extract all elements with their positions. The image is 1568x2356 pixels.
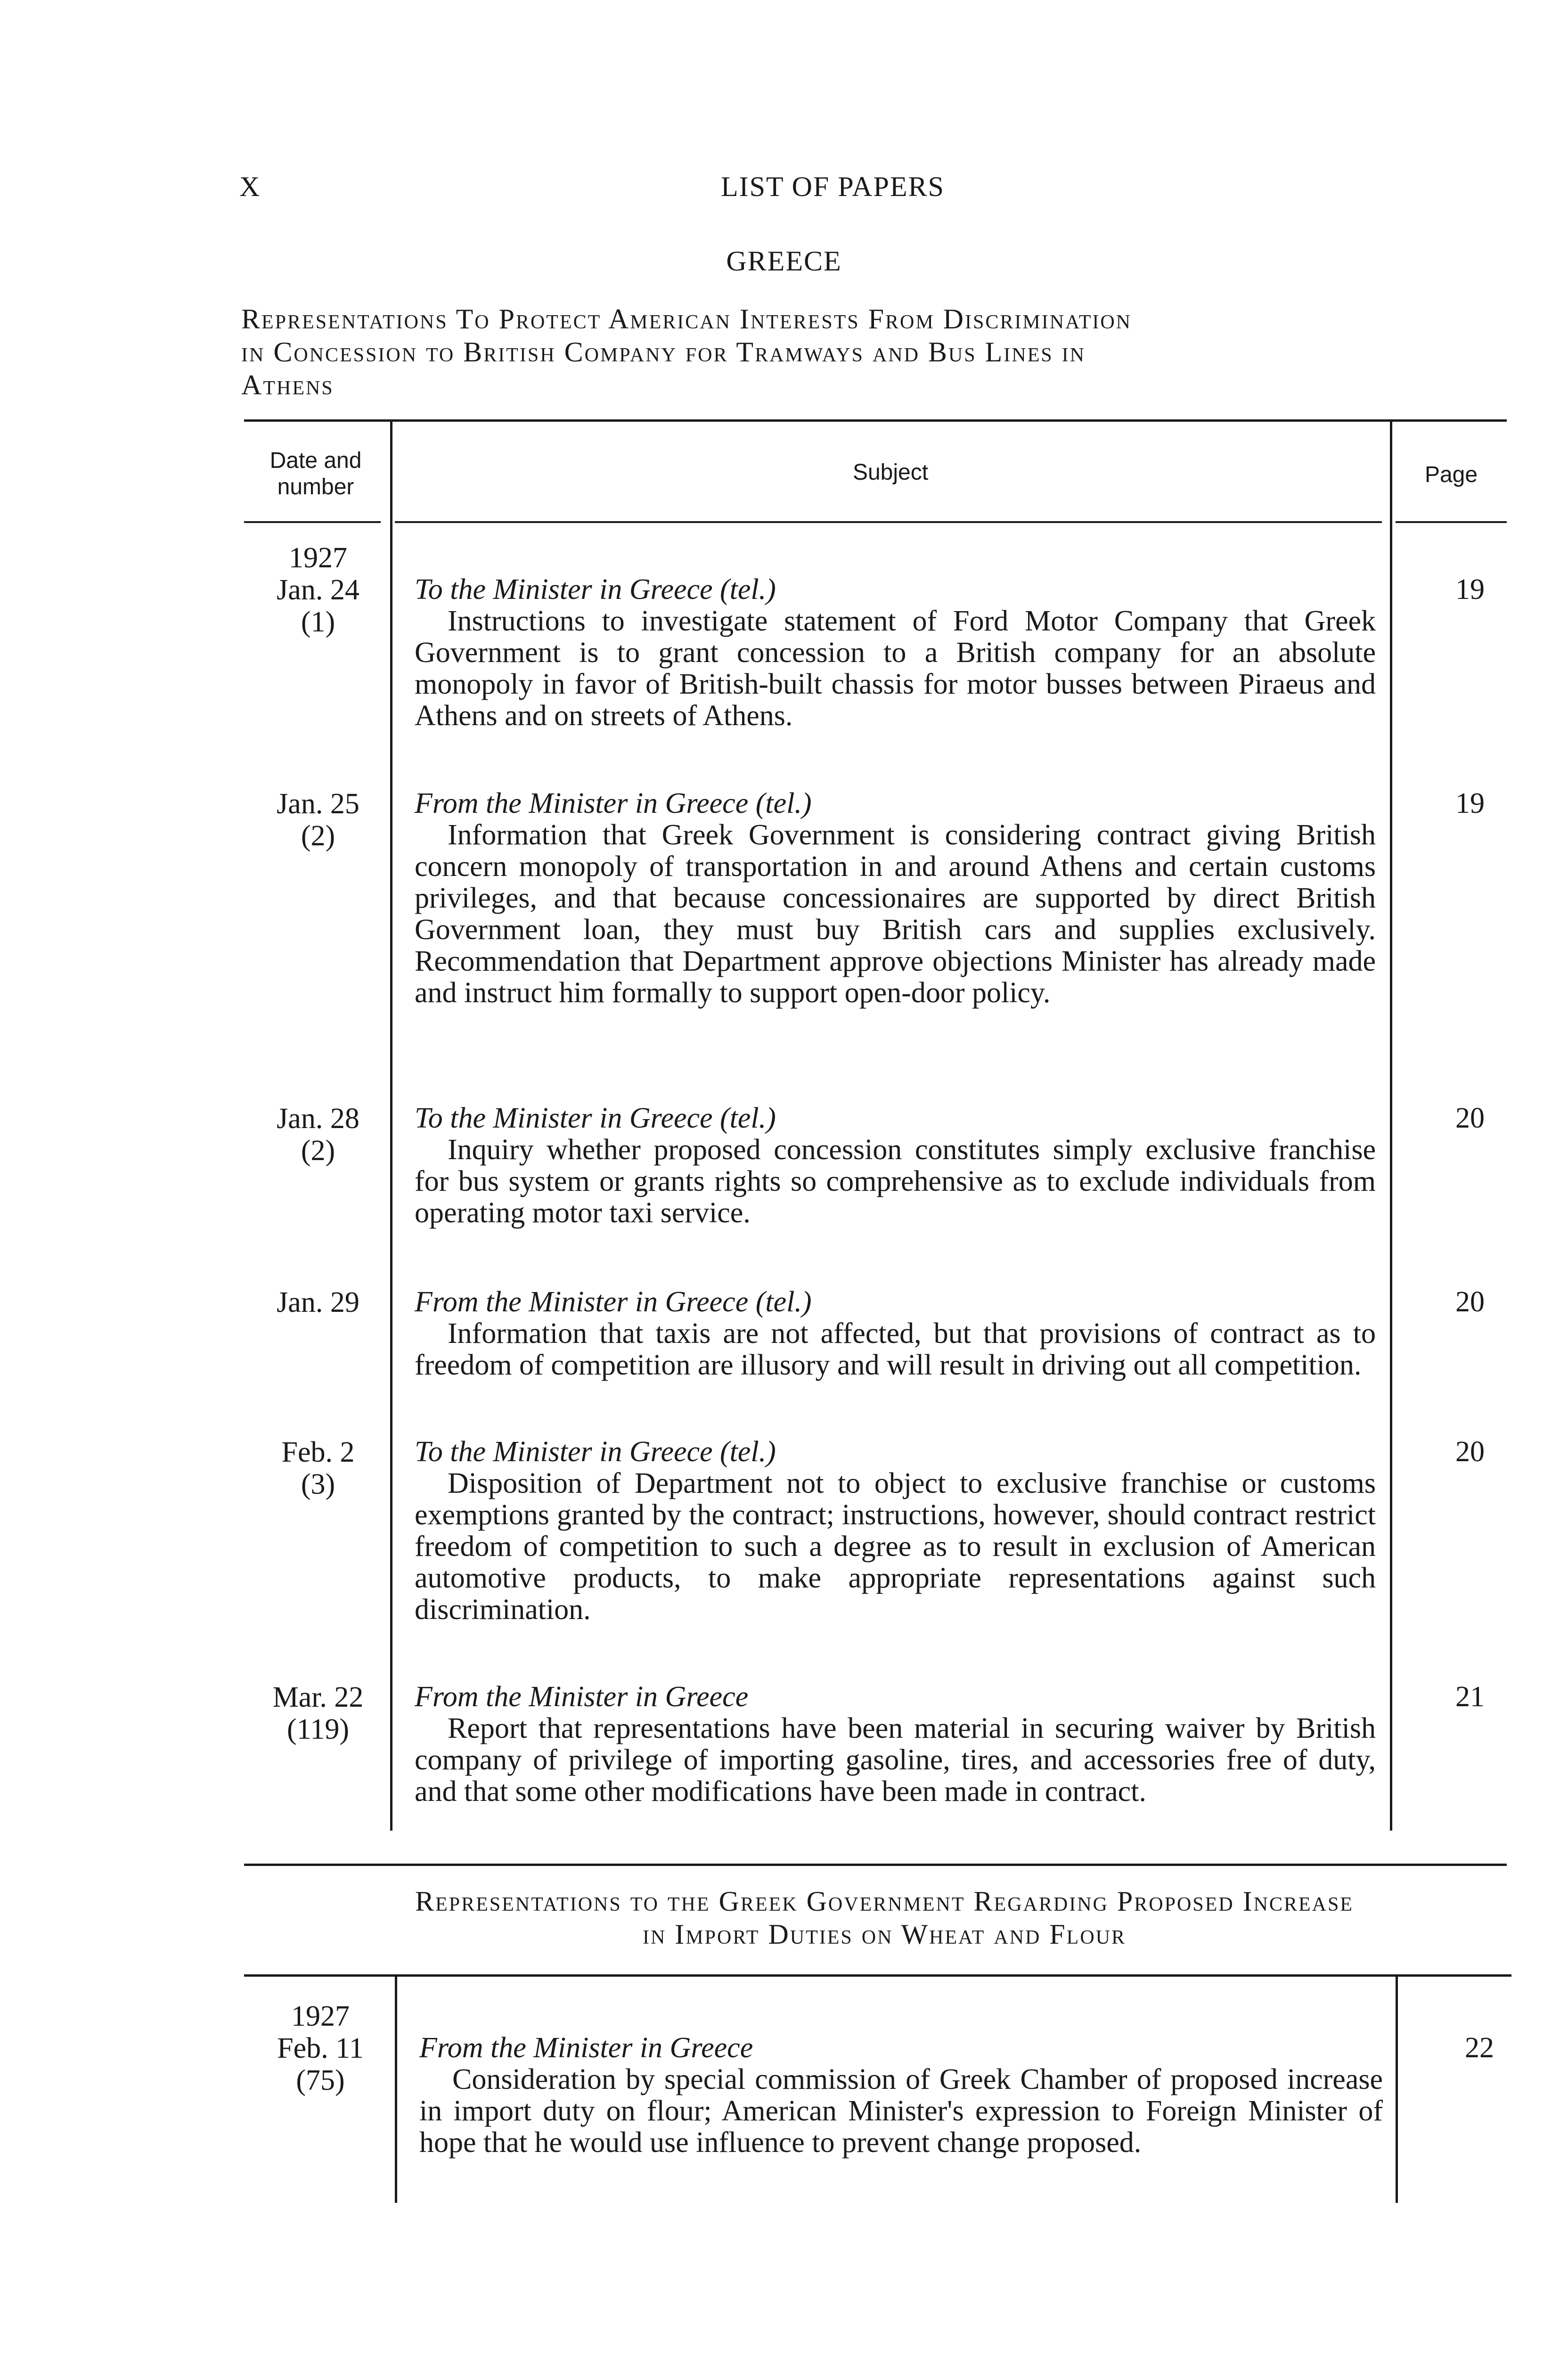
page-folio: X (239, 171, 261, 202)
entry-number: (75) (296, 2064, 345, 2096)
entry-date-cell (247, 788, 389, 852)
entry-date-cell (247, 1436, 389, 1500)
section-title-line: Athens (241, 369, 334, 401)
entry-date-cell (247, 542, 389, 638)
entry-correspondent: To the Minister in Greece (tel.) (415, 1102, 776, 1134)
entry-number: (1) (301, 606, 335, 638)
entry-description: Report that representations have been material in securing waiver by British company of privilege of importing gasoline, tires, and accessories free of duty, and that some other modifications have been made in contract. (415, 1712, 1376, 1808)
entry-number: (3) (301, 1468, 335, 1500)
entry-subject (415, 574, 1376, 732)
entry-correspondent: From the Minister in Greece (tel.) (415, 787, 812, 819)
column-divider-left (395, 1977, 397, 2203)
country-heading: GREECE (726, 245, 842, 277)
entry-number: (2) (301, 1135, 335, 1167)
entry-date: Feb. 11 (277, 2032, 364, 2064)
entry-description: Consideration by special commission of Greek Chamber of proposed increase in import duty on flour; American Minister's expression to Foreign Minister of hope that he would use influence to prevent change proposed. (419, 2063, 1383, 2159)
entry-description: Disposition of Department not to object to exclusive franchise or customs exemptions granted by the contract; instructions, however, should contract restrict freedom of competition to such a degree as to result in exclusion of American automotive products, to make appropriate representations against such discrimination. (415, 1467, 1376, 1626)
entry-date-cell (247, 1103, 389, 1167)
column-header-page: Page (1424, 462, 1478, 487)
entry-page-number: 19 (1455, 573, 1485, 605)
entry-date-cell (250, 2000, 391, 2096)
entry-year: 1927 (291, 2000, 350, 2032)
entry-description: Information that taxis are not affected, but that provisions of contract as to freedom of competition are illusory and will result in driving out all competition. (415, 1317, 1376, 1381)
entry-correspondent: From the Minister in Greece (419, 2032, 753, 2064)
column-header-subject: Subject (852, 460, 929, 485)
entry-page-number: 19 (1455, 787, 1485, 819)
entry-page-number: 22 (1465, 2032, 1494, 2064)
entry-date: Feb. 2 (281, 1436, 355, 1468)
entry-description: Instructions to investigate statement of Ford Motor Company that Greek Government is to grant concession to a British company for an absolute monopoly in favor of British-built chassis for motor busses between Piraeus and Athens and on streets of Athens. (415, 605, 1376, 732)
entry-page-number: 21 (1455, 1681, 1485, 1713)
entry-date-cell (247, 1681, 389, 1745)
entry-subject (415, 1286, 1376, 1381)
section-title (241, 303, 1523, 401)
header-rule-subject (395, 521, 1382, 523)
entry-page-number: 20 (1455, 1102, 1485, 1134)
header-rule-date (244, 521, 381, 523)
entry-date: Jan. 24 (277, 574, 359, 606)
entry-page-number: 20 (1455, 1286, 1485, 1318)
entry-year: 1927 (289, 542, 347, 574)
entry-description: Information that Greek Government is considering contract giving British concern monopoly of transportation in and around Athens and certain customs privileges, and that because concessionaires are supported by direct British Government loan, they must buy British cars and supplies exclusively. Recommendation that Department approve objections Minister has already made and instruct him formally to support open-door policy. (415, 819, 1376, 1009)
entry-subject (415, 788, 1376, 1009)
entry-correspondent: To the Minister in Greece (tel.) (415, 1436, 776, 1468)
running-title: LIST OF PAPERS (721, 171, 945, 202)
header-rule-page (1396, 521, 1507, 523)
column-divider-right (1396, 1977, 1398, 2203)
entry-date-cell (247, 1286, 389, 1318)
table-top-rule (244, 419, 1507, 422)
section-title-line: in Concession to British Company for Tramways and Bus Lines in (241, 336, 1086, 368)
column-divider-left (390, 422, 392, 1831)
entry-correspondent: From the Minister in Greece (415, 1681, 749, 1713)
entry-correspondent: To the Minister in Greece (tel.) (415, 573, 776, 605)
entry-date: Mar. 22 (272, 1681, 364, 1713)
entry-correspondent: From the Minister in Greece (tel.) (415, 1286, 812, 1318)
entry-subject (415, 1681, 1376, 1808)
column-header-date: Date and number (270, 448, 362, 499)
entry-description: Inquiry whether proposed concession constitutes simply exclusive franchise for bus system or grants rights so comprehensive as to exclude individuals from operating motor taxi service. (415, 1134, 1376, 1229)
entry-number: (2) (301, 820, 335, 852)
section-title-line: Representations To Protect American Interests From Discrimination (241, 303, 1132, 335)
entry-subject (419, 2032, 1383, 2159)
entry-number: (119) (287, 1713, 349, 1745)
entry-subject (415, 1103, 1376, 1229)
table-bottom-rule (244, 1864, 1507, 1866)
section-title (241, 1885, 1527, 1951)
entry-page-number: 20 (1455, 1436, 1485, 1468)
column-divider-right (1390, 422, 1392, 1831)
entry-date: Jan. 28 (277, 1103, 359, 1135)
entry-subject (415, 1436, 1376, 1626)
section-title-line: in Import Duties on Wheat and Flour (642, 1919, 1126, 1950)
section-title-line: Representations to the Greek Government Regarding Proposed Increase (415, 1886, 1354, 1917)
entry-date: Jan. 29 (277, 1286, 359, 1318)
entry-date: Jan. 25 (277, 788, 359, 820)
table-top-rule (244, 1974, 1511, 1977)
